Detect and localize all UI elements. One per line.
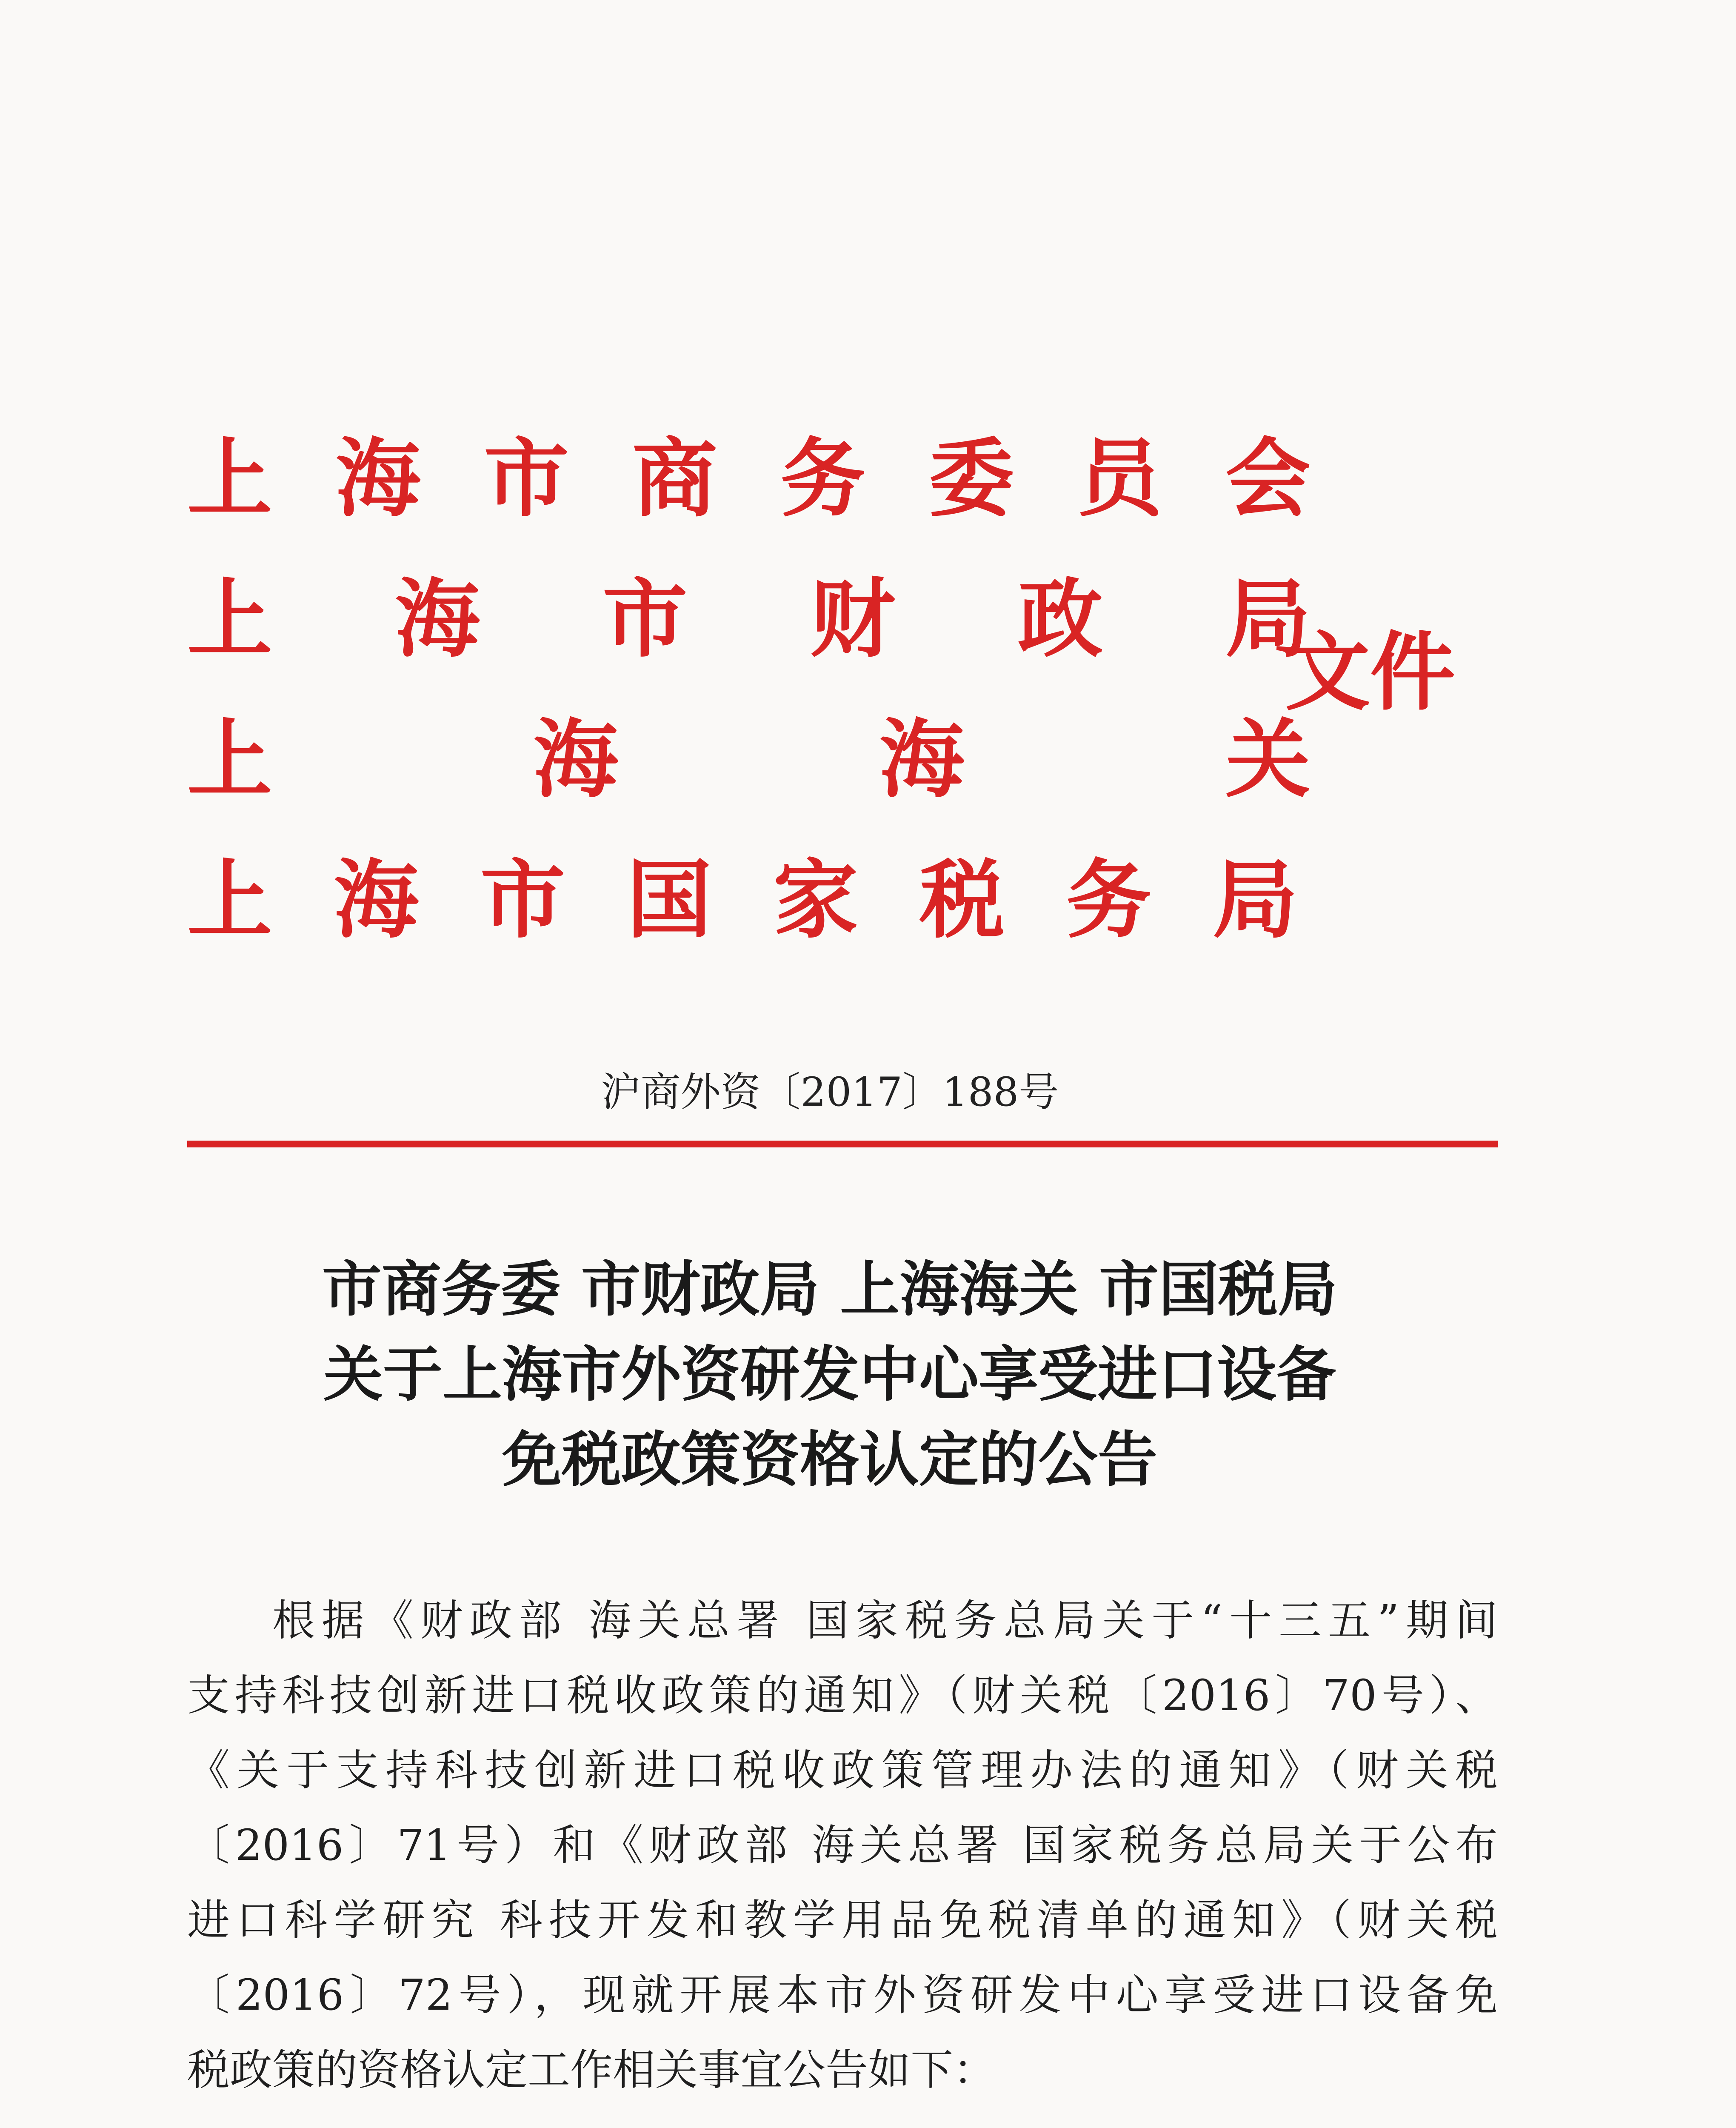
issuer-tax-bureau [187, 830, 1311, 970]
issuer-char: 上 [187, 569, 273, 669]
issuer-char: 海 [879, 709, 965, 809]
issuer-finance-bureau [187, 549, 1311, 689]
issuer-char: 海 [533, 709, 619, 809]
issuer-char: 税 [919, 850, 1005, 950]
issuer-char: 局 [1225, 569, 1311, 669]
document-number: 沪商外资〔2017〕188号 [600, 1069, 1059, 1115]
body-line: 根据《财政部 海关总署 国家税务总局关于“十三五”期间 [272, 1596, 1498, 1645]
issuer-char: 务 [1066, 850, 1151, 950]
issuer-char: 财 [810, 569, 895, 669]
issuer-char: 务 [780, 429, 866, 529]
body-line: 〔2016〕71号）和《财政部 海关总署 国家税务总局关于公布 [187, 1820, 1498, 1870]
issuer-commerce-commission [187, 409, 1311, 549]
issuer-char: 局 [1212, 850, 1298, 950]
title-line: 关于上海市外资研发中心享受进口设备 [323, 1340, 1336, 1410]
issuer-char: 市 [484, 429, 569, 529]
body-line: 税政策的资格认定工作相关事宜公告如下： [187, 2045, 996, 2095]
body-line: 支持科技创新进口税收政策的通知》（财关税〔2016〕70号）、 [187, 1670, 1498, 1720]
issuer-char: 会 [1225, 429, 1311, 529]
body-line: 进口科学研究 科技开发和教学用品免税清单的通知》（财关税 [187, 1895, 1498, 1945]
issuer-header [187, 409, 1311, 970]
issuer-char: 家 [773, 850, 859, 950]
issuer-char: 上 [187, 429, 273, 529]
body-line: 〔2016〕72号），现就开展本市外资研发中心享受进口设备免 [187, 1970, 1498, 2020]
issuer-char: 关 [1225, 709, 1311, 809]
issuer-char: 委 [928, 429, 1014, 529]
issuer-char: 市 [602, 569, 688, 669]
issuer-char: 海 [335, 429, 421, 529]
issuer-char: 上 [187, 709, 273, 809]
issuer-char: 上 [187, 850, 273, 950]
issuer-customs [187, 689, 1311, 830]
issuer-char: 海 [394, 569, 480, 669]
body-paragraph [187, 1583, 1498, 2108]
issuer-char: 海 [334, 850, 419, 950]
red-divider-line [187, 1141, 1498, 1147]
bleed-through-text [1174, 281, 1600, 358]
issuer-char: 商 [632, 429, 717, 529]
announcement-title [0, 1247, 1659, 1502]
issuer-char: 员 [1077, 429, 1162, 529]
title-line: 市商务委 市财政局 上海海关 市国税局 [322, 1255, 1338, 1324]
title-line: 免税政策资格认定的公告 [502, 1425, 1157, 1495]
body-line: 《关于支持科技创新进口税收政策管理办法的通知》（财关税 [187, 1745, 1498, 1795]
document-suffix: 文件 [1285, 622, 1456, 722]
issuer-char: 政 [1017, 569, 1103, 669]
issuer-char: 市 [480, 850, 565, 950]
issuer-char: 国 [626, 850, 712, 950]
